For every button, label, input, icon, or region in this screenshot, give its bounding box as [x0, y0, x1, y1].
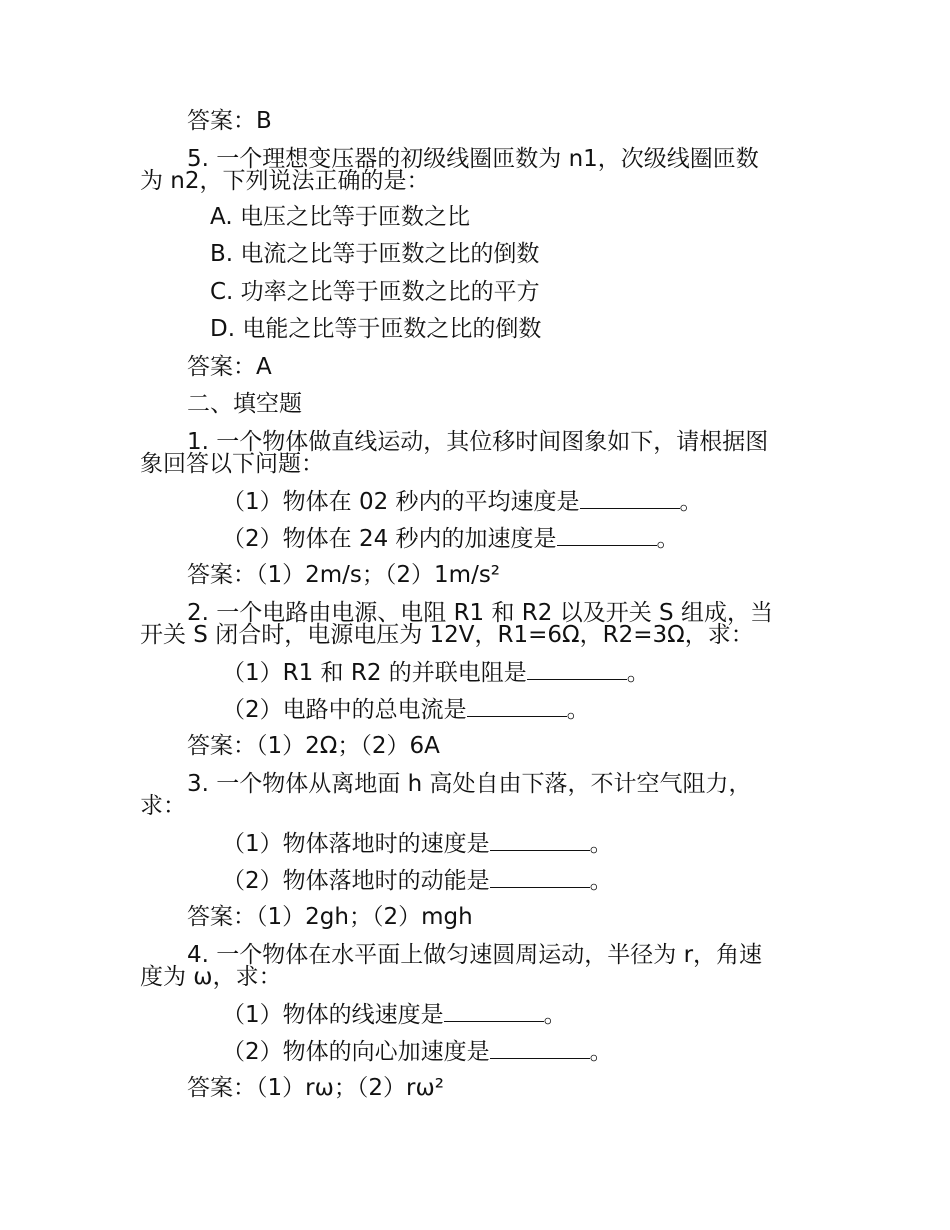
sub-question-text: （1）物体的线速度是: [222, 1002, 444, 1028]
fill-3-stem-cont: 求：: [140, 793, 186, 819]
answer-blank: [490, 1038, 590, 1059]
answer-blank: [490, 867, 590, 888]
sub-question-text: （1）物体在 02 秒内的平均速度是: [222, 489, 580, 515]
fill-3-stem: 3. 一个物体从离地面 h 高处自由下落，不计空气阻力，: [187, 771, 752, 797]
fill-4-sub-2: [222, 1038, 613, 1065]
period: 。: [656, 526, 680, 552]
question-5-stem: 5. 一个理想变压器的初级线圈匝数为 n1，次级线圈匝数: [187, 146, 759, 172]
period: 。: [679, 489, 703, 515]
period: 。: [589, 868, 613, 894]
fill-1-sub-2: [222, 525, 680, 552]
answer-blank: [557, 525, 657, 546]
answer-blank: [467, 696, 567, 717]
period: 。: [543, 1002, 567, 1028]
answer-line: 答案：B: [187, 108, 272, 134]
option-d: D. 电能之比等于匝数之比的倒数: [210, 316, 542, 342]
answer-line: 答案：（1）rω；（2）rω²: [187, 1075, 444, 1101]
fill-2-stem-cont: 开关 S 闭合时，电源电压为 12V，R1=6Ω，R2=3Ω，求：: [140, 622, 754, 648]
answer-blank: [490, 830, 590, 851]
fill-2-sub-2: [222, 696, 590, 723]
period: 。: [566, 697, 590, 723]
section-title: 二、填空题: [187, 391, 302, 417]
fill-1-stem: 1. 一个物体做直线运动，其位移时间图象如下，请根据图: [187, 429, 769, 455]
fill-1-sub-1: [222, 488, 703, 515]
period: 。: [589, 831, 613, 857]
option-b: B. 电流之比等于匝数之比的倒数: [210, 241, 540, 267]
fill-3-sub-1: [222, 830, 613, 857]
sub-question-text: （2）物体落地时的动能是: [222, 868, 490, 894]
fill-4-stem-cont: 度为 ω，求：: [140, 964, 282, 990]
sub-question-text: （2）电路中的总电流是: [222, 697, 467, 723]
fill-1-stem-cont: 象回答以下问题：: [140, 451, 324, 477]
sub-question-text: （1）物体落地时的速度是: [222, 831, 490, 857]
answer-blank: [580, 488, 680, 509]
fill-2-sub-1: [222, 659, 650, 686]
sub-question-text: （2）物体在 24 秒内的加速度是: [222, 526, 557, 552]
period: 。: [626, 660, 650, 686]
option-c: C. 功率之比等于匝数之比的平方: [210, 279, 540, 305]
answer-line: 答案：（1）2gh；（2）mgh: [187, 904, 473, 930]
fill-2-stem: 2. 一个电路由电源、电阻 R1 和 R2 以及开关 S 组成，当: [187, 600, 773, 626]
answer-line: 答案：（1）2m/s；（2）1m/s²: [187, 562, 501, 588]
sub-question-text: （2）物体的向心加速度是: [222, 1039, 490, 1065]
answer-line: 答案：（1）2Ω；（2）6A: [187, 733, 440, 759]
sub-question-text: （1）R1 和 R2 的并联电阻是: [222, 660, 527, 686]
question-5-stem-cont: 为 n2，下列说法正确的是：: [140, 168, 430, 194]
period: 。: [589, 1039, 613, 1065]
answer-line: 答案：A: [187, 354, 272, 380]
option-a: A. 电压之比等于匝数之比: [210, 204, 470, 230]
answer-blank: [444, 1001, 544, 1022]
fill-3-sub-2: [222, 867, 613, 894]
answer-blank: [527, 659, 627, 680]
fill-4-sub-1: [222, 1001, 567, 1028]
fill-4-stem: 4. 一个物体在水平面上做匀速圆周运动，半径为 r，角速: [187, 942, 763, 968]
